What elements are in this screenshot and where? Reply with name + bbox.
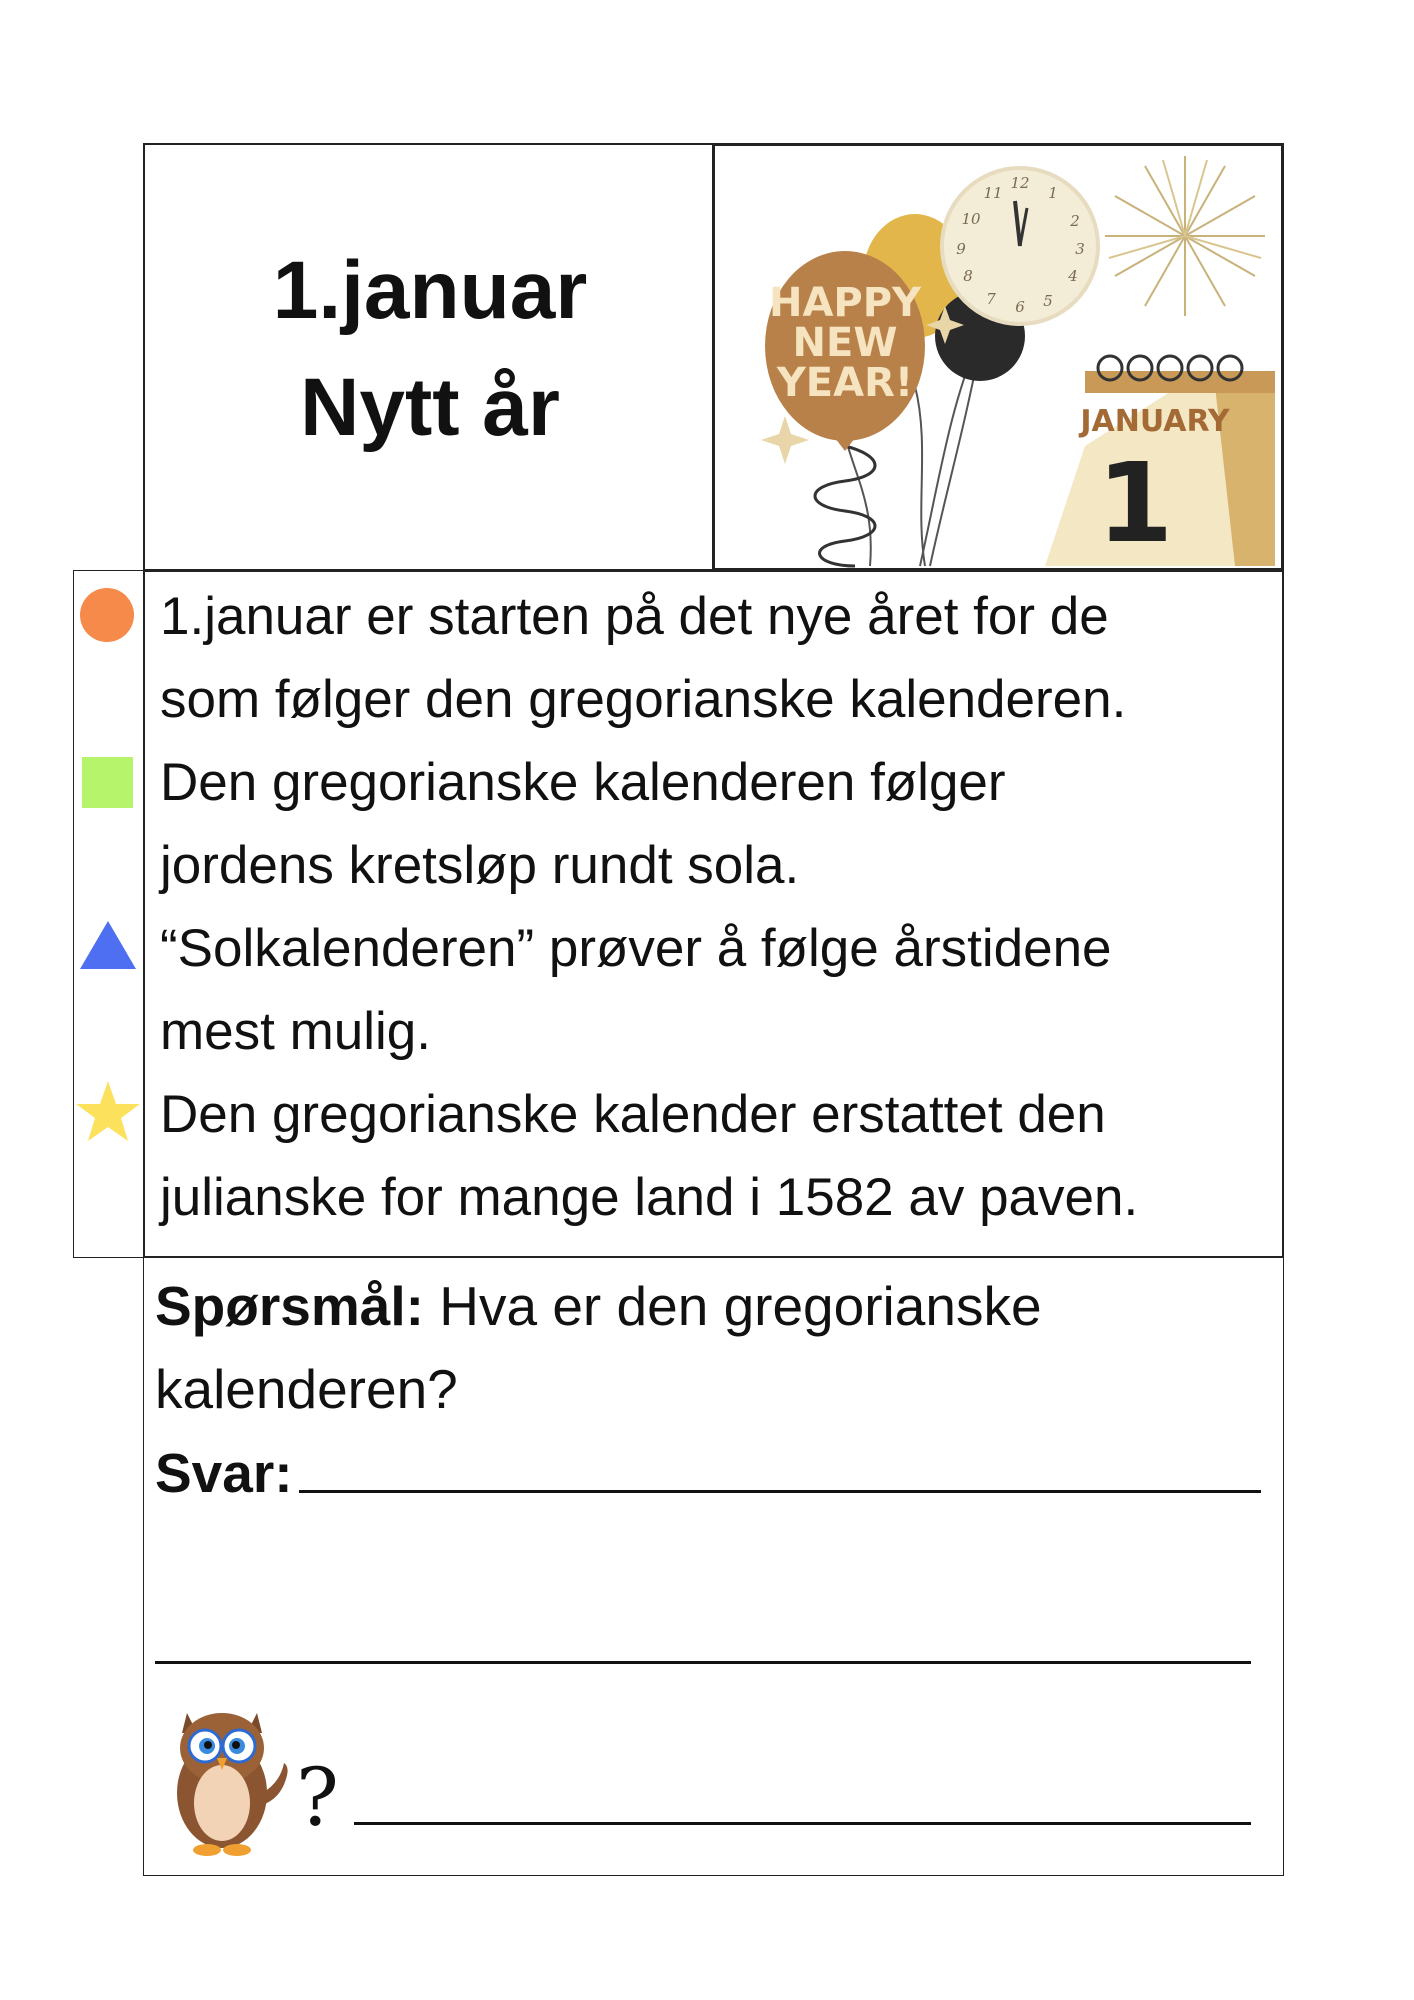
question-prompt-line[interactable] (354, 1822, 1251, 1825)
svg-text:HAPPY: HAPPY (768, 280, 922, 326)
svg-text:YEAR!: YEAR! (776, 360, 914, 406)
answer-line-2[interactable] (155, 1661, 1251, 1664)
question-label: Spørsmål: (155, 1275, 424, 1337)
fact-line: jordens kretsløp rundt sola. (160, 836, 800, 895)
svg-text:3: 3 (1075, 240, 1085, 258)
fact-line: “Solkalenderen” prøver å følge årstidene (160, 919, 1112, 978)
svg-text:6: 6 (1015, 298, 1025, 316)
fact-line: Den gregorianske kalenderen følger (160, 753, 1006, 812)
svg-text:12: 12 (1010, 174, 1030, 192)
blue-triangle-marker (80, 921, 136, 969)
fireworks-icon (1105, 156, 1265, 316)
page-subtitle: Nytt år (300, 362, 560, 453)
yellow-star-marker (76, 1081, 140, 1141)
fact-line: mest mulig. (160, 1002, 431, 1061)
fact-line: 1.januar er starten på det nye året for de (160, 587, 1109, 646)
marker-column (73, 570, 144, 1258)
svg-text:1: 1 (1048, 184, 1058, 202)
svg-text:10: 10 (961, 210, 981, 228)
svg-text:4: 4 (1068, 267, 1078, 285)
question-mark-icon: ? (296, 1751, 339, 1844)
question-text: Hva er den gregorianske (439, 1275, 1042, 1337)
new-year-illustration-svg (715, 146, 1281, 568)
facts-cell (143, 570, 1284, 1258)
svg-text:2: 2 (1070, 212, 1080, 230)
happy-new-year-balloon-icon (765, 251, 925, 451)
question-text-cont: kalenderen? (155, 1358, 458, 1420)
owl-icon (162, 1698, 292, 1858)
answer-label: Svar: (155, 1442, 293, 1504)
fact-line: som følger den gregorianske kalenderen. (160, 670, 1127, 729)
question-cell (143, 1257, 1284, 1876)
calendar-icon (1045, 356, 1275, 567)
svg-text:JANUARY: JANUARY (1080, 404, 1230, 439)
page-title: 1.januar (272, 245, 588, 336)
new-year-illustration (712, 143, 1284, 571)
svg-text:1: 1 (1096, 439, 1174, 567)
green-square-marker (82, 757, 133, 808)
clock-icon (942, 168, 1098, 324)
fact-line: julianske for mange land i 1582 av paven. (160, 1168, 1139, 1227)
title-cell (143, 143, 713, 571)
svg-text:5: 5 (1043, 292, 1053, 310)
orange-circle-marker (80, 588, 134, 642)
svg-text:NEW: NEW (792, 320, 898, 366)
svg-text:9: 9 (956, 240, 966, 258)
svg-text:11: 11 (983, 184, 1003, 202)
question-line-1 (155, 1275, 1042, 1337)
svg-text:7: 7 (986, 290, 996, 308)
svg-text:8: 8 (963, 267, 973, 285)
fact-line: Den gregorianske kalender erstattet den (160, 1085, 1106, 1144)
answer-line-1[interactable] (299, 1490, 1261, 1493)
